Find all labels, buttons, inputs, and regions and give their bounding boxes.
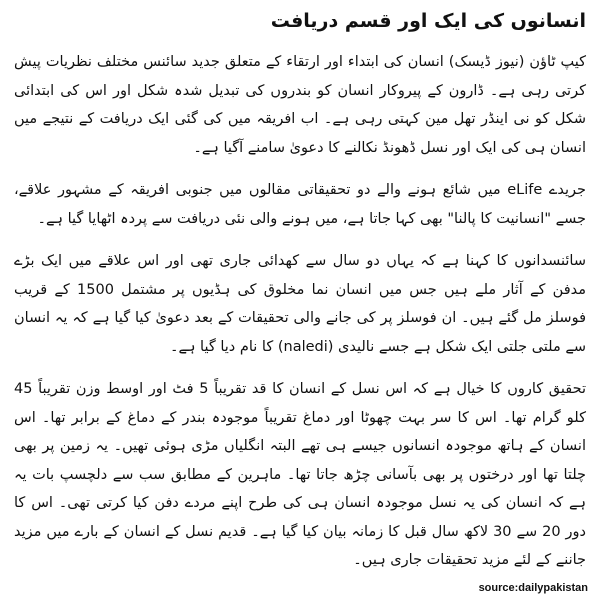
source-credit: source:dailypakistan — [478, 582, 588, 594]
article-paragraph-4: تحقیق کاروں کا خیال ہے کہ اس نسل کے انسان کا قد تقریباً 5 فٹ اور اوسط وزن تقریباً 45 کلو گرام تھا۔ اس کا سر بہت چھوٹا اور دماغ تقریباً موجودہ بندر کے دماغ کے برابر تھا۔ اس انسان کے ہاتھ موجودہ انسانوں جیسے ہی تھے البتہ انگلیاں مڑی ہوئی تھیں۔ یہ زمین پر بھی چلتا تھا اور درختوں پر بھی بآسانی چڑھ جاتا تھا۔ ماہرین کے مطابق سب سے دلچسپ بات یہ ہے کہ انسان کی یہ نسل موجودہ انسان ہی کی طرح اپنے مردے دفن کیا کرتی تھی۔ اس کا دور 20 سے 30 لاکھ سال قبل کا زمانہ بیان کیا گیا ہے۔ قدیم نسل کے انسان کے بارے میں مزید جاننے کے لئے مزید تحقیقات جاری ہیں۔ — [14, 381, 586, 568]
article-paragraph-3: سائنسدانوں کا کہنا ہے کہ یہاں دو سال سے کھدائی جاری تھی اور اس علاقے میں ایک بڑے مدفن کے آثار ملے ہیں جس میں انسان نما مخلوق کی ہڈیوں پر مشتمل 1500 کے قریب فوسلز مل گئے ہیں۔ ان فوسلز پر کی جانے والی تحقیقات کے بعد دعویٰ کیا گیا ہے کہ یہ انسان سے ملتی جلتی ایک شکل ہے جسے نالیدی (naledi) کا نام دیا گیا ہے۔ — [14, 253, 586, 355]
article-title: انسانوں کی ایک اور قسم دریافت — [270, 10, 586, 32]
article — [14, 6, 586, 589]
article-paragraph-2: جریدے eLife میں شائع ہونے والے دو تحقیقاتی مقالوں میں جنوبی افریقہ کے مشہور علاقے، جسے "انسانیت کا پالنا" بھی کہا جاتا ہے، میں ہونے والی نئی دریافت سے پردہ اٹھایا گیا ہے۔ — [14, 182, 586, 227]
article-paragraph-1: کیپ ٹاؤن (نیوز ڈیسک) انسان کی ابتداء اور ارتقاء کے متعلق جدید سائنس مختلف نظریات پیش کرتی رہی ہے۔ ڈارون کے پیروکار انسان کو بندروں کی تبدیل شدہ شکل اور اس کی ابتدائی شکل کو نی اینڈر تھل مین کہتی رہی ہے۔ اب افریقہ میں کی گئی ایک دریافت کے نتیجے میں انسان ہی کی ایک اور نسل ڈھونڈ نکالنے کا دعویٰ سامنے آگیا ہے۔ — [14, 54, 586, 156]
